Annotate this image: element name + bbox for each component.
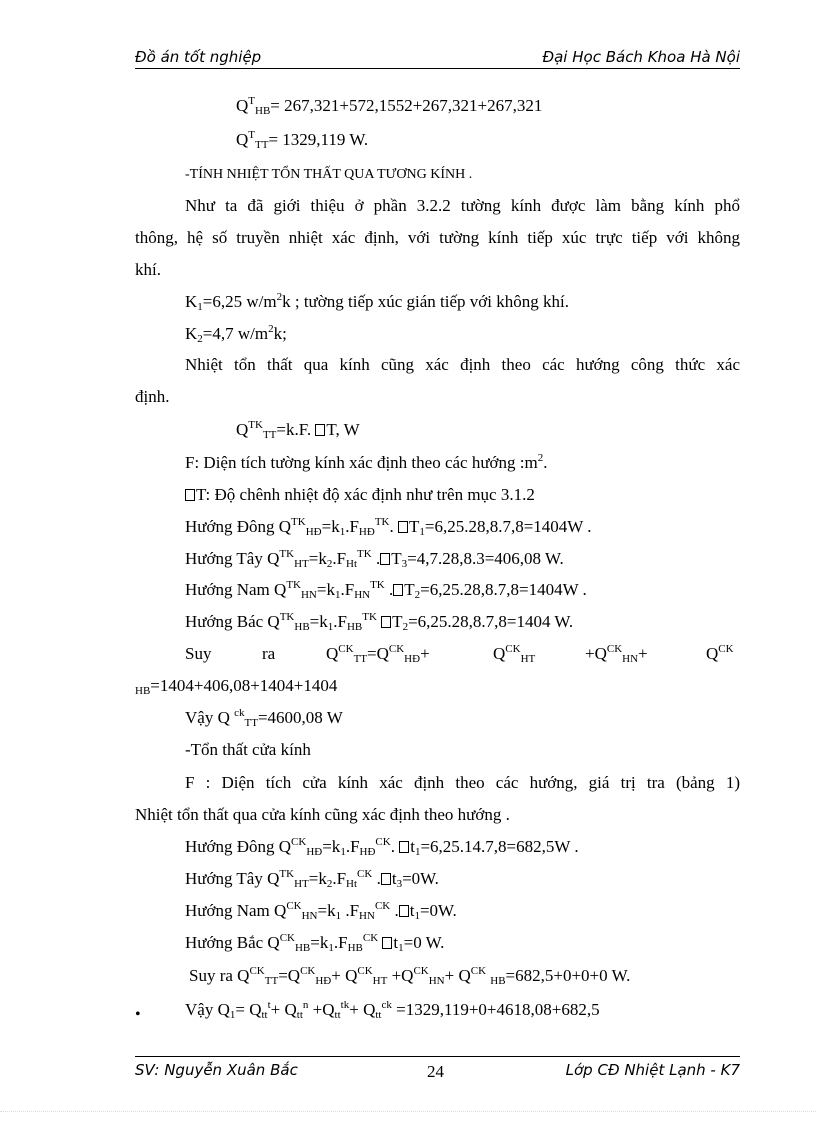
paragraph-line: F : Diện tích cửa kính xác định theo các hướng, giá trị tra (bảng 1) — [185, 773, 740, 792]
missing-glyph-box — [315, 424, 325, 436]
missing-glyph-box — [380, 553, 390, 565]
missing-glyph-box — [399, 905, 409, 917]
header-university: Đại Học Bách Khoa Hà Nội — [542, 48, 740, 66]
paragraph-line: thông, hệ số truyền nhiệt xác định, với tường kính tiếp xúc trực tiếp với không — [135, 228, 740, 247]
calc-west-window: Hướng Tây $Q^{TK}_{HT}=k_2.F_{Ht}^{CK}$ . $t_3=0W$. — [185, 868, 439, 890]
heading-window-loss: -Tổn thất cửa kính — [185, 740, 311, 759]
missing-glyph-box — [185, 489, 195, 501]
calc-east-window: Hướng Đông $Q^{CK}_{HĐ}=k_1.F_{HĐ}^{CK}$. $t_1=6,25.14.7,8=682,5W$ . — [185, 836, 579, 858]
sum-label-ra: ra — [262, 644, 276, 663]
calc-north-wall: Hướng Bác $Q^{TK}_{HB}=k_1.F_{HB}^{TK}$ $T_2=6,25.28,8.7,8=1404$ W. — [185, 611, 574, 633]
result-q-ck: Vậy Q $^{ck}_{TT}$=4600,08 W — [185, 707, 343, 729]
calc-south-wall: Hướng Nam $Q^{TK}_{HN}=k_1.F_{HN}^{TK}$ . $T_2=6,25.28,8.7,8=1404W$ . — [185, 579, 587, 601]
sum-term-1: $Q^{CK}_{TT}=Q^{CK}_{HĐ}+$ — [326, 643, 430, 665]
bullet-point: • — [135, 1006, 141, 1023]
header-thesis-title: Đồ án tốt nghiệp — [135, 48, 262, 66]
calc-south-window: Hướng Nam $Q^{CK}_{HN}=k_1$ $.F_{HN}^{CK}$ . $t_1=0W$. — [185, 900, 457, 922]
definition-f: F: Diện tích tường kính xác định theo các hướng $:m^2$. — [185, 452, 548, 472]
sum-term-3: $+Q^{CK}_{HN}+$ — [585, 643, 648, 665]
calc-north-window: Hướng Bắc $Q^{CK}_{HB}=k_1.F_{HB}^{CK}$ $t_1=0$ W. — [185, 932, 445, 954]
missing-glyph-box — [381, 873, 391, 885]
sum-label-suy: Suy — [185, 644, 212, 663]
calc-east-wall: Hướng Đông $Q^{TK}_{HĐ}=k_1.F_{HĐ}^{TK}$. $T_1=6,25.28,8.7,8=1404W$ . — [185, 516, 592, 538]
sum-window: Suy ra $Q^{CK}_{TT}=Q^{CK}_{HĐ}+ Q^{CK}_{HT} +Q^{CK}_{HN}+ Q^{CK}$ $_{HB}$=682,5+0+0+0 W. — [189, 965, 631, 987]
footer-student: SV: Nguyễn Xuân Bắc — [135, 1061, 298, 1079]
page-number: 24 — [427, 1062, 444, 1081]
paragraph-line: Như ta đã giới thiệu ở phần 3.2.2 tường kính được làm bằng kính phổ — [185, 196, 740, 215]
page-footer — [135, 1056, 740, 1083]
paragraph-line: Nhiệt tổn thất qua kính cũng xác định theo các hướng công thức xác — [185, 355, 740, 374]
coefficient-k2: $K_2=4,7$ $w/m^2k$; — [185, 323, 287, 345]
final-total-q1: Vậy $Q_1= Q_{tt}^t+ Q_{tt}^n +Q_{tt}^{tk}+ Q_{tt}^{ck} =1329,119+0+4618,08+682,5$ — [185, 999, 600, 1021]
sum-term-2: $Q^{CK}_{HT}$ — [493, 643, 536, 665]
coefficient-k1: $K_1=6,25$ $w/m^2k$ ; tường tiếp xúc gián tiếp với không khí. — [185, 291, 569, 313]
sum-term-4: $Q^{CK}$ — [706, 643, 734, 663]
bottom-dotted-rule — [0, 1111, 816, 1112]
footer-class: Lớp CĐ Nhiệt Lạnh - K7 — [565, 1061, 740, 1079]
paragraph-line: định. — [135, 387, 170, 406]
page-header — [135, 46, 740, 69]
paragraph-line: Nhiệt tổn thất qua cửa kính cũng xác định theo hướng . — [135, 805, 510, 824]
equation-q-hb: $Q^T_{HB}= 267,321+572,1552+267,321+267,321$ — [236, 95, 543, 117]
sum-continuation: $_{HB}$=1404+406,08+1404+1404 — [135, 676, 338, 697]
definition-t: T: Độ chênh nhiệt độ xác định như trên mục 3.1.2 — [185, 485, 535, 505]
equation-q-tt-total: $Q^T_{TT}= 1329,119$ W. — [236, 129, 369, 151]
heading-glass-wall: -TÍNH NHIỆT TỔN THẤT QUA TƯƠNG KÍNH . — [185, 167, 473, 182]
missing-glyph-box — [382, 937, 392, 949]
missing-glyph-box — [381, 616, 391, 628]
formula-q-tk: $Q^{TK}_{TT}=k.F$. T, W — [236, 419, 360, 441]
missing-glyph-box — [393, 584, 403, 596]
missing-glyph-box — [398, 521, 408, 533]
calc-west-wall: Hướng Tây $Q^{TK}_{HT}=k_2.F_{Ht}^{TK}$ . $T_3=4,7.28,8.3=406,08$ W. — [185, 548, 564, 570]
missing-glyph-box — [399, 841, 409, 853]
paragraph-line: khí. — [135, 260, 161, 279]
